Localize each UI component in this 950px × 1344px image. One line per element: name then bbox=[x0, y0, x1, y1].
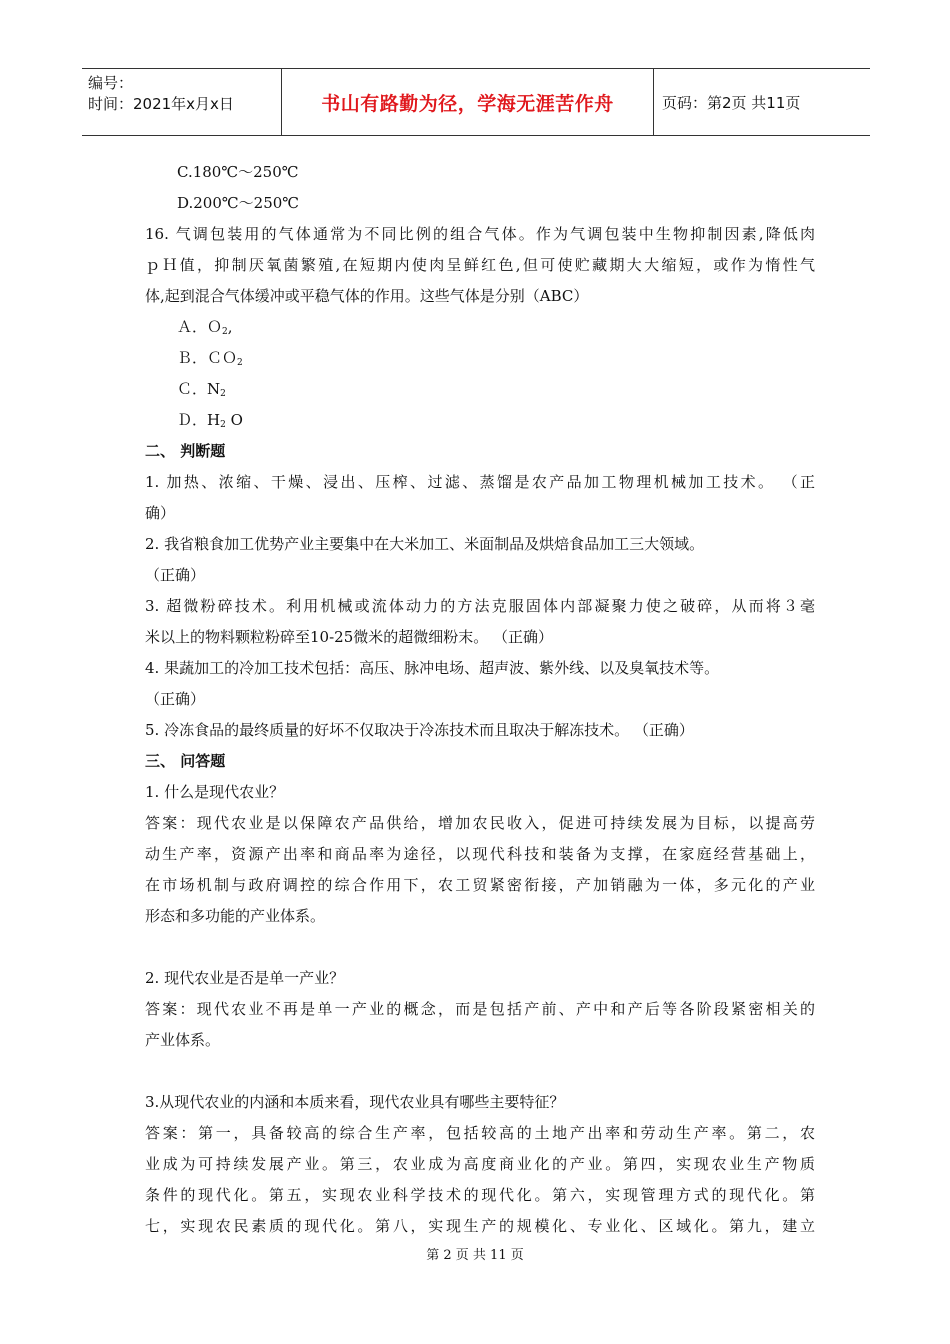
tf-2-line-2: （正确） bbox=[145, 566, 206, 584]
spacer bbox=[145, 1056, 815, 1087]
tf-5-line-1: 5. 冷冻食品的最终质量的好坏不仅取决于冷冻技术而且取决于解冻技术。 （正确） bbox=[145, 721, 694, 739]
qa-3-answer-line-4: 七，实现农民素质的现代化。第八，实现生产的规模化、专业化、区域化。第九，建立 bbox=[145, 1217, 815, 1235]
option-c-prev: C.180℃～250℃ bbox=[177, 163, 299, 181]
header-motto: 书山有路勤为径，学海无涯苦作舟 bbox=[282, 69, 654, 135]
qa-2-answer-line-1: 答案：现代农业不再是单一产业的概念，而是包括产前、产中和产后等各阶段紧密相关的 bbox=[145, 1000, 815, 1018]
qa-2-question: 2. 现代农业是否是单一产业？ bbox=[145, 969, 345, 987]
qa-3-question: 3.从现代农业的内涵和本质来看，现代农业具有哪些主要特征？ bbox=[145, 1093, 565, 1111]
tf-2-line-1: 2. 我省粮食加工优势产业主要集中在大米加工、米面制品及烘焙食品加工三大领域。 bbox=[145, 535, 705, 553]
qa-3-answer-line-2: 业成为可持续发展产业。第三，农业成为高度商业化的产业。第四，实现农业生产物质 bbox=[145, 1155, 815, 1173]
q16-option-a: Ａ．Ｏ$_2$, bbox=[177, 318, 233, 337]
header-page-info: 页码：第2页 共11页 bbox=[662, 93, 801, 112]
tf-1-line-1: 1. 加热、浓缩、干燥、浸出、压榨、过滤、蒸馏是农产品加工物理机械加工技术。 （正 bbox=[145, 473, 815, 491]
qa-1-answer-line-2: 动生产率，资源产出率和商品率为途径，以现代科技和装备为支撑，在家庭经营基础上， bbox=[145, 845, 815, 863]
header-meta bbox=[82, 69, 282, 135]
tf-4-line-2: （正确） bbox=[145, 690, 206, 708]
option-d-prev: D.200℃～250℃ bbox=[177, 194, 300, 212]
page-footer: 第 2 页 共 11 页 bbox=[426, 1248, 524, 1263]
time-label: 时间：2021年x月x日 bbox=[88, 95, 234, 113]
tf-3-line-1: 3. 超微粉碎技术。利用机械或流体动力的方法克服固体内部凝聚力使之破碎，从而将３毫 bbox=[145, 597, 815, 615]
qa-2-answer-line-2: 产业体系。 bbox=[145, 1031, 221, 1049]
tf-4-line-1: 4. 果蔬加工的冷加工技术包括：高压、脉冲电场、超声波、紫外线、以及臭氧技术等。 bbox=[145, 659, 720, 677]
qa-1-answer-line-3: 在市场机制与政府调控的综合作用下，农工贸紧密衔接，产加销融为一体，多元化的产业 bbox=[145, 876, 815, 894]
qa-1-question: 1. 什么是现代农业？ bbox=[145, 783, 285, 801]
qa-1-answer-line-1: 答案：现代农业是以保障农产品供给，增加农民收入，促进可持续发展为目标，以提高劳 bbox=[145, 814, 815, 832]
tf-1-line-2: 确） bbox=[145, 504, 176, 522]
q16-line-1: 16. 气调包装用的气体通常为不同比例的组合气体。作为气调包装中生物抑制因素,降低肉 bbox=[145, 225, 815, 243]
q16-line-2: ｐＨ值，抑制厌氧菌繁殖,在短期内使肉呈鲜红色,但可使贮藏期大大缩短，或作为惰性气 bbox=[145, 256, 815, 274]
q16-option-b: Ｂ．ＣＯ$_2$ bbox=[177, 349, 243, 368]
section-3-title: 三、 问答题 bbox=[145, 752, 226, 770]
q16-option-c: Ｃ．$N_2$ bbox=[177, 380, 226, 399]
q16-line-3: 体,起到混合气体缓冲或平稳气体的作用。这些气体是分别（ABC） bbox=[145, 287, 589, 305]
section-2-title: 二、 判断题 bbox=[145, 442, 226, 460]
qa-3-answer-line-3: 条件的现代化。第五，实现农业科学技术的现代化。第六，实现管理方式的现代化。第 bbox=[145, 1186, 815, 1204]
document-body bbox=[145, 157, 815, 1242]
spacer bbox=[145, 932, 815, 963]
qa-1-answer-line-4: 形态和多功能的产业体系。 bbox=[145, 907, 326, 925]
q16-option-d: Ｄ．$H_2$ O bbox=[177, 411, 243, 430]
code-label: 编号： bbox=[88, 74, 134, 92]
tf-3-line-2: 米以上的物料颗粒粉碎至10-25微米的超微细粉末。 （正确） bbox=[145, 628, 554, 646]
page-header bbox=[82, 68, 870, 136]
qa-3-answer-line-1: 答案：第一，具备较高的综合生产率，包括较高的土地产出率和劳动生产率。第二，农 bbox=[145, 1124, 815, 1142]
